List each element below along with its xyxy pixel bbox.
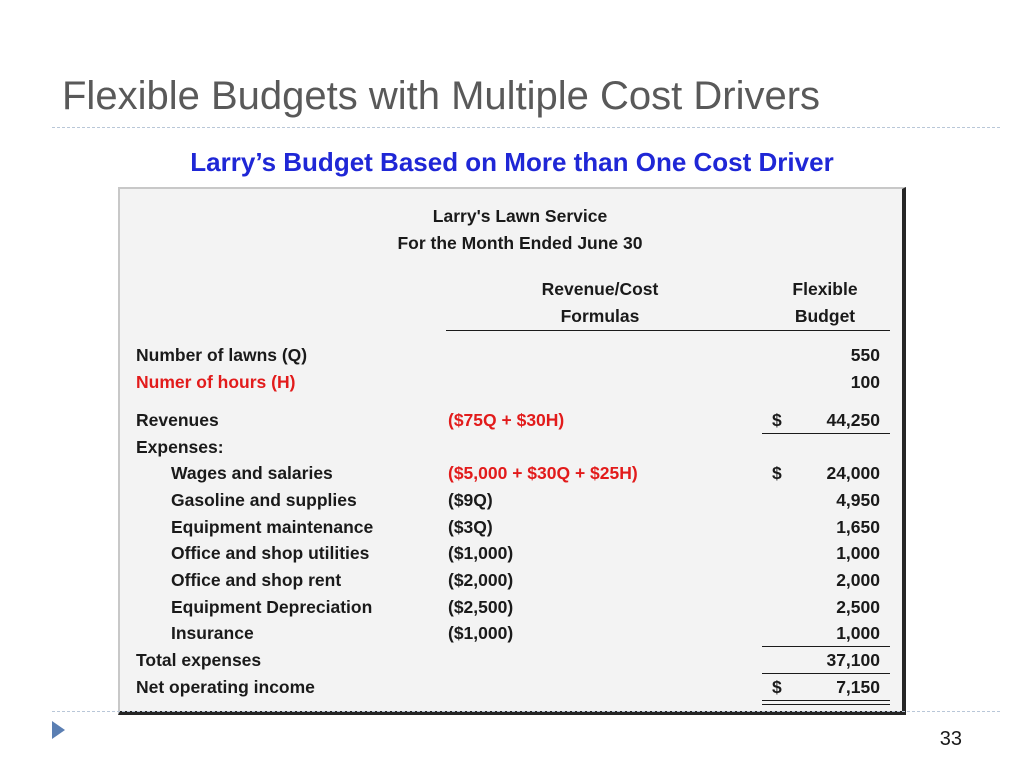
expense-formula: ($3Q) bbox=[448, 517, 493, 537]
slide-title: Flexible Budgets with Multiple Cost Drivers bbox=[62, 74, 821, 118]
title-divider bbox=[52, 127, 1000, 128]
net-income-double-underline-1 bbox=[762, 700, 890, 701]
total-expenses-label: Total expenses bbox=[136, 650, 262, 670]
expense-value: 1,000 bbox=[836, 543, 880, 563]
footer-divider bbox=[52, 711, 1000, 712]
revenues-value: 44,250 bbox=[826, 410, 880, 430]
net-income-currency: $ bbox=[772, 677, 782, 697]
statement-period: For the Month Ended June 30 bbox=[397, 233, 643, 253]
formula-column-header-line1: Revenue/Cost bbox=[541, 279, 659, 299]
expense-formula: ($2,000) bbox=[448, 570, 514, 590]
formula-column-header-line2: Formulas bbox=[560, 306, 640, 326]
expense-formula: ($1,000) bbox=[448, 623, 514, 643]
expense-formula: ($2,500) bbox=[448, 597, 514, 617]
expense-value: 4,950 bbox=[836, 490, 880, 510]
hours-label: Numer of hours (H) bbox=[136, 372, 296, 392]
lawns-label: Number of lawns (Q) bbox=[136, 345, 308, 365]
triangle-right-icon[interactable] bbox=[52, 721, 65, 739]
expenses-underline bbox=[762, 646, 890, 647]
expense-formula: ($1,000) bbox=[448, 543, 514, 563]
expense-label: Insurance bbox=[171, 623, 254, 643]
slide-subtitle: Larry’s Budget Based on More than One Cost Driver bbox=[190, 147, 834, 177]
revenues-label: Revenues bbox=[136, 410, 219, 430]
budget-statement-panel bbox=[118, 187, 906, 715]
total-underline bbox=[762, 673, 890, 674]
expense-label: Wages and salaries bbox=[171, 463, 333, 483]
page-number: 33 bbox=[939, 728, 962, 750]
expense-label: Gasoline and supplies bbox=[171, 490, 357, 510]
total-expenses-value: 37,100 bbox=[826, 650, 880, 670]
expense-value: 2,000 bbox=[836, 570, 880, 590]
expense-value: 1,650 bbox=[836, 517, 880, 537]
lawns-value: 550 bbox=[850, 345, 880, 365]
hours-value: 100 bbox=[850, 372, 880, 392]
expenses-heading: Expenses: bbox=[136, 437, 224, 457]
header-underline bbox=[446, 330, 890, 331]
expense-label: Equipment Depreciation bbox=[171, 597, 373, 617]
expense-label: Equipment maintenance bbox=[171, 517, 374, 537]
expense-label: Office and shop utilities bbox=[171, 543, 370, 563]
net-income-value: 7,150 bbox=[836, 677, 880, 697]
revenues-underline bbox=[762, 433, 890, 434]
budget-column-header-line1: Flexible bbox=[792, 279, 858, 299]
expense-value: 24,000 bbox=[826, 463, 880, 483]
revenues-currency: $ bbox=[772, 410, 782, 430]
company-name: Larry's Lawn Service bbox=[432, 206, 608, 226]
expense-formula: ($5,000 + $30Q + $25H) bbox=[448, 463, 638, 483]
expense-value: 1,000 bbox=[836, 623, 880, 643]
net-income-double-underline-2 bbox=[762, 704, 890, 705]
net-income-label: Net operating income bbox=[136, 677, 315, 697]
expense-formula: ($9Q) bbox=[448, 490, 493, 510]
budget-column-header-line2: Budget bbox=[794, 306, 856, 326]
expense-label: Office and shop rent bbox=[171, 570, 342, 590]
expense-currency: $ bbox=[772, 463, 782, 483]
expense-value: 2,500 bbox=[836, 597, 880, 617]
revenues-formula: ($75Q + $30H) bbox=[448, 410, 565, 430]
